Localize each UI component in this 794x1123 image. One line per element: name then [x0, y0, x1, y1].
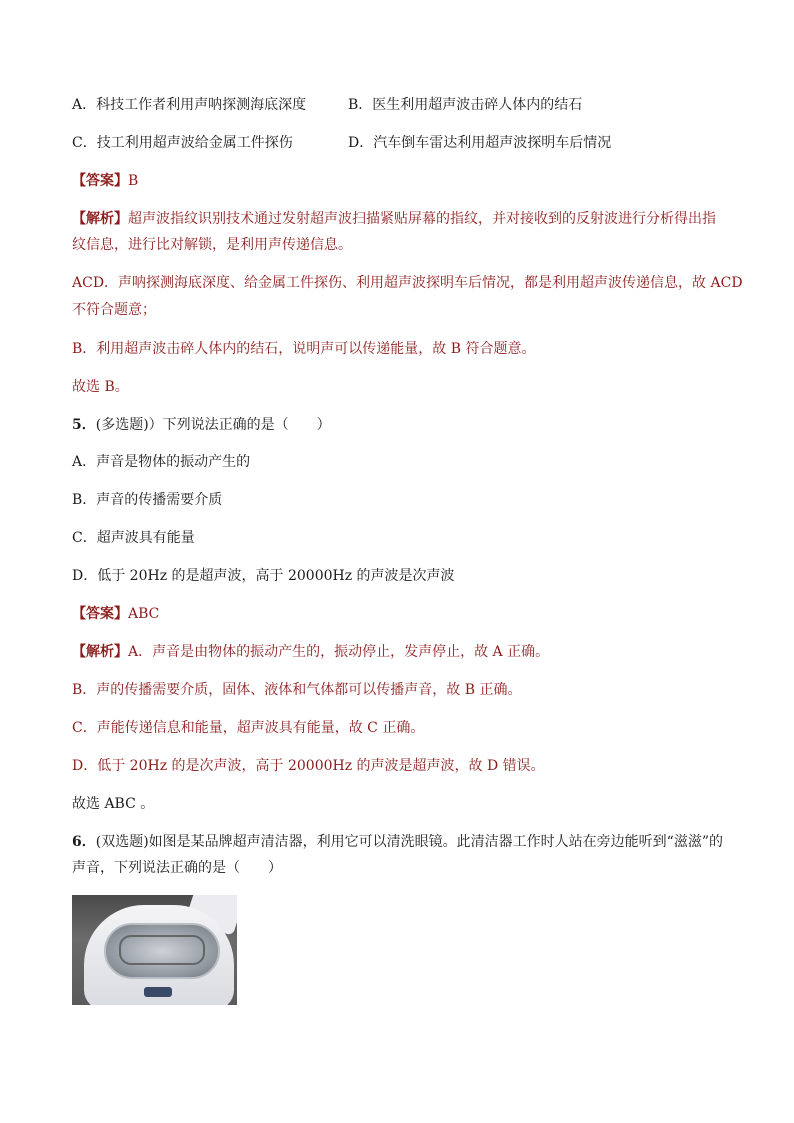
- glasses-shape: [119, 935, 205, 965]
- q5-conclusion: 故选 ABC 。: [72, 796, 155, 812]
- analysis-text: 超声波指纹识别技术通过发射超声波扫描紧贴屏幕的指纹，并对接收到的反射波进行分析得出指: [128, 211, 716, 227]
- q5-stem: [72, 415, 331, 435]
- answer-label: 【答案】: [72, 606, 128, 622]
- q4-option-b: B．医生利用超声波击碎人体内的结石: [348, 97, 583, 113]
- q4-analysis-line-2: 纹信息，进行比对解锁，是利用声传递信息。: [72, 237, 352, 253]
- cleaner-body: [84, 905, 234, 1005]
- q5-answer: [72, 604, 159, 624]
- q4-option-c: C．技工利用超声波给金属工件探伤: [72, 135, 293, 151]
- question-number: 6．: [72, 834, 96, 850]
- q4-option-a: A．科技工作者利用声呐探测海底深度: [72, 97, 307, 113]
- q4-analysis-line-1: [72, 209, 716, 229]
- q4-answer: [72, 171, 138, 191]
- q5-analysis-line-4: D．低于 20Hz 的是次声波，高于 20000Hz 的声波是超声波，故 D 错误。: [72, 758, 545, 774]
- q5-analysis-line-3: C．声能传递信息和能量，超声波具有能量，故 C 正确。: [72, 720, 425, 736]
- answer-value: B: [128, 173, 139, 189]
- q4-analysis-line-5: B．利用超声波击碎人体内的结石，说明声可以传递能量，故 B 符合题意。: [72, 341, 536, 357]
- question-text: (多选题)）下列说法正确的是（ ）: [95, 417, 331, 433]
- question-text: (双选题)如图是某品牌超声清洁器，利用它可以清洗眼镜。此清洁器工作时人站在旁边能听到“滋滋”的: [95, 834, 723, 850]
- answer-label: 【答案】: [72, 173, 128, 189]
- q5-option-b: B．声音的传播需要介质: [72, 492, 223, 508]
- q5-analysis-line-1: [72, 642, 549, 662]
- q5-analysis-line-2: B．声的传播需要介质，固体、液体和气体都可以传播声音，故 B 正确。: [72, 682, 522, 698]
- q6-stem-line-1: [72, 832, 723, 852]
- q5-option-c: C．超声波具有能量: [72, 530, 195, 546]
- question-number: 5．: [72, 417, 96, 433]
- q5-option-d: D．低于 20Hz 的是超声波，高于 20000Hz 的声波是次声波: [72, 568, 455, 584]
- q4-option-d: D．汽车倒车雷达利用超声波探明车后情况: [348, 135, 612, 151]
- analysis-label: 【解析】: [72, 211, 128, 227]
- q4-conclusion: 故选 B。: [72, 379, 129, 395]
- q4-analysis-line-3: ACD．声呐探测海底深度、给金属工件探伤、利用超声波探明车后情况，都是利用超声波传递信息，故 ACD: [72, 275, 743, 291]
- analysis-text: A．声音是由物体的振动产生的，振动停止，发声停止，故 A 正确。: [128, 644, 550, 660]
- q6-stem-line-2: 声音，下列说法正确的是（ ）: [72, 860, 282, 876]
- answer-value: ABC: [128, 606, 160, 622]
- q5-option-a: A．声音是物体的振动产生的: [72, 454, 251, 470]
- q4-analysis-line-4: 不符合题意；: [72, 302, 156, 318]
- cleaner-display: [144, 987, 172, 997]
- analysis-label: 【解析】: [72, 644, 128, 660]
- ultrasonic-cleaner-photo: [72, 895, 237, 1005]
